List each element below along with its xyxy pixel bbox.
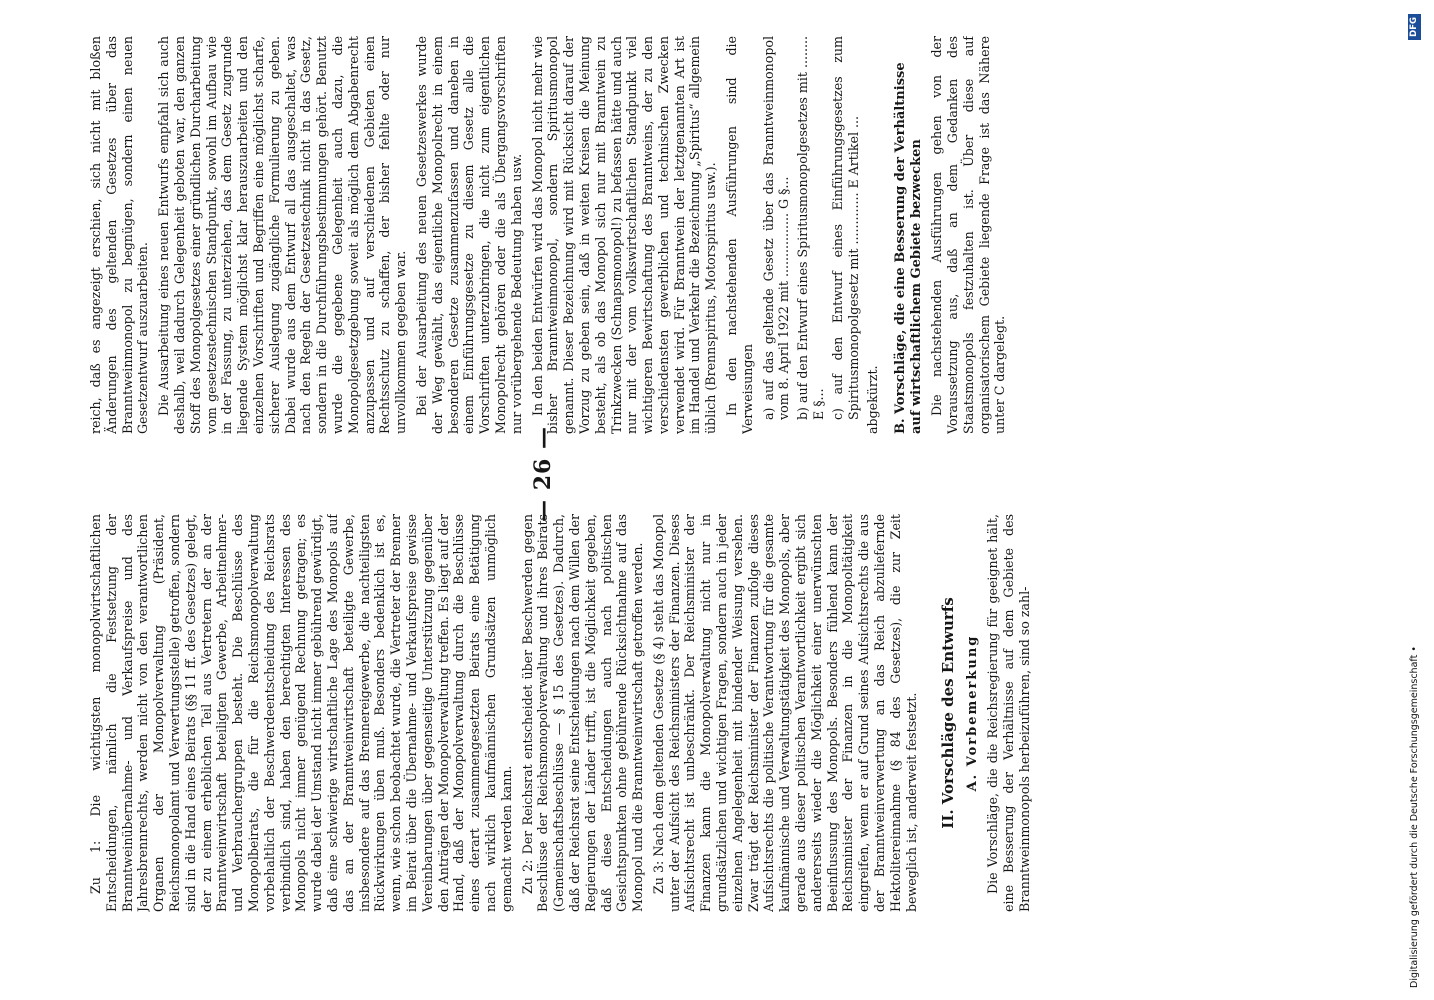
paragraph-verweisungen: In den nachstehenden Ausführungen sind die Verweisungen — [724, 36, 755, 434]
paragraph-ausarbeitung: Die Ausarbeitung eines neuen Entwurfs empfahl sich auch deshalb, weil dadurch Gelegenheit geboten war, den ganzen Stoff des Monopolgesetzes einer gründlichen Durcharbeitung vom gesetzestechnischen Standpunkt, sowohl im Aufbau wie in der Fassung, zu unterziehen, das dem Gesetz zugrunde liegende System möglichst klar herauszuarbeiten und den einzelnen Vorschriften und Begriffen eine möglichst scharfe, sicherer Auslegung zugängliche Formulierung zu geben. Dabei wurde aus dem Entwurf all das ausgeschaltet, was nach den Regeln der Gesetzestechnik nicht in das Gesetz, sondern in die Durchführungsbestimmungen gehört. Benutzt wurde die gegebene Gelegenheit auch dazu, die Monopolgesetzgebung soweit als möglich dem Abgabenrecht anzupassen und auf verschiedenen Gebieten einen Rechtsschutz zu schaffen, der bisher fehlte oder nur unvollkommen gegeben war. — [156, 36, 409, 434]
digitization-sidebar — [1404, 14, 1426, 988]
subheading-vorbemerkung: A. Vorbemerkung — [965, 634, 981, 792]
paragraph-zu-3: Zu 3: Nach dem geltenden Gesetze (§ 4) steht das Monopol unter der Aufsicht des Reichsministers der Finanzen. Dieses Aufsichtsrecht ist unbeschränkt. Der Reichsminister der Finanzen kann die Monopolverwaltung nicht nur in grundsätzlichen und wichtigen Fragen, sondern auch in jeder einzelnen Angelegenheit mit bindender Weisung versehen. Zwar trägt der Reichsminister der Finanzen zufolge dieses Aufsichtsrechts die politische Verantwortung für die gesamte kaufmännische und Verwaltungstätigkeit des Monopols, aber gerade aus dieser politischen Verantwortlichkeit ergibt sich andererseits wieder die Möglichkeit einer unerwünschten Beeinflussung des Monopols. Besonders fühlend kann der Reichsminister der Finanzen in die Monopoltätigkeit eingreifen, wenn er auf Grund seines Aufsichtsrechts die aus der Branntweinverwertung an das Reich abzuliefernde Hektolitereinnahme (§ 84 des Gesetzes), die zur Zeit beweglich ist, anderweit festsetzt. — [650, 514, 919, 912]
page-number: — 26 — — [530, 426, 556, 522]
scanned-page — [88, 36, 1304, 912]
right-column — [88, 36, 1304, 434]
paragraph-gesetzeswerk: Bei der Ausarbeitung des neuen Gesetzeswerkes wurde der Weg gewählt, das eigentliche Monopolrecht in einem besonderen Gesetze zusammenzufassen und daneben in einem Einführungsgesetze zu diesem Gesetz alle die Vorschriften unterzubringen, die nicht zum eigentlichen Monopolrecht gehören oder die als Übergangsvorschriften nur vorübergehende Bedeutung haben usw. — [413, 36, 524, 434]
reference-item-b: b) auf den Entwurf eines Spiritusmonopolgesetzes mit ........ E §... — [795, 36, 827, 420]
left-column — [88, 514, 1304, 912]
dfg-logo: DFG — [1408, 14, 1421, 40]
paragraph-voraussetzung: Die nachstehenden Ausführungen gehen von der Voraussetzung aus, daß an dem Gedanken des Staatsmonopols festzuhalten ist. Über diese auf organisatorischem Gebiete liegende Frage ist das Nähere unter C dargelegt. — [929, 36, 1008, 434]
paragraph-vorbemerkung: Die Vorschläge, die die Reichsregierung für geeignet hält, eine Besserung der Verhältnisse auf dem Gebiete des Branntweinmonopols herbeizuführen, sind so zahl- — [985, 514, 1032, 912]
digitization-watermark — [1408, 14, 1422, 988]
reference-item-a: a) auf das geltende Gesetz über das Branntweinmonopol vom 8. April 1922 mit ................ G §... — [760, 36, 792, 420]
section-b-heading: B. Vorschläge, die eine Besserung der Verhältnisse auf wirtschaftlichem Gebiete bezwecken — [893, 62, 925, 434]
section-heading: II. Vorschläge des Entwurfs — [939, 597, 958, 829]
watermark-text: Digitalisierung gefördert durch die Deutsche Forschungsgemeinschaft • — [1409, 646, 1420, 988]
reference-list — [761, 36, 862, 434]
paragraph-spiritusmonopol: In den beiden Entwürfen wird das Monopol nicht mehr wie bisher Branntweinmonopol, sondern Spiritusmonopol genannt. Dieser Bezeichnung wird mit Rücksicht darauf der Vorzug zu geben sein, daß in weiten Kreisen die Meinung besteht, als ob das Monopol sich nur mit Branntwein zu Trinkzwecken (Schnapsmonopol!) zu befassen hätte und auch nur mit der vom volkswirtschaftlichen Standpunkt viel wichtigeren Bewirtschaftung des Branntweins, der zu den verschiedensten gewerblichen und technischen Zwecken verwendet wird. Für Branntwein der letztgenannten Art ist im Handel und Verkehr die Bezeichnung „Spiritus“ allgemein üblich (Brennspiritus, Motorspiritus usw.). — [529, 36, 719, 434]
rotated-page-content — [88, 36, 1304, 912]
reference-item-c: c) auf den Entwurf eines Einführungsgesetzes zum Spiritusmonopolgesetz mit ............. E Artikel ... — [829, 36, 861, 420]
paragraph-zu-2: Zu 2: Der Reichsrat entscheidet über Beschwerden gegen Beschlüsse der Reichsmonopolverwaltung und ihres Beirats (Gemeinschaftsbeschlüsse — § 15 des Gesetzes). Dadurch, daß der Reichsrat seine Entscheidungen nach dem Willen der Regierungen der Länder trifft, ist die Möglichkeit gegeben, daß diese Entscheidungen auch nach politischen Gesichtspunkten ohne gebührende Rücksichtnahme auf das Monopol und die Branntweinwirtschaft getroffen werden. — [519, 514, 646, 912]
paragraph-zu-1: Zu 1: Die wichtigsten monopolwirtschaftlichen Entscheidungen, nämlich die Festsetzung der Branntweinübernahme- und Verkaufspreise und des Jahresbrennrechts, werden nicht von den verantwortlichen Organen der Monopolverwaltung (Präsident, Reichsmonopolamt und Verwertungsstelle) getroffen, sondern sind in die Hand eines Beirats (§§ 11 ff. des Gesetzes) gelegt, der zu einem erheblichen Teil aus Vertretern der an der Branntweinwirtschaft beteiligten Gewerbe, Arbeitnehmer- und Verbrauchergruppen besteht. Die Beschlüsse des Monopolbeirats, die für die Reichsmonopolverwaltung vorbehaltlich der Beschwerdeentscheidung des Reichsrats verbindlich sind, haben den berechtigten Interessen des Monopols nicht immer genügend Rechnung getragen; es wurde dabei der Umstand nicht immer gebührend gewürdigt, daß eine schwierige wirtschaftliche Lage des Monopols auf das an der Branntweinwirtschaft beteiligte Gewerbe, insbesondere auf das Brennereigewerbe, die nachteiligsten Rückwirkungen üben muß. Besonders bedenklich ist es, wenn, wie schon beobachtet wurde, die Vertreter der Brenner im Beirat über die Übernahme- und Verkaufspreise gewisse Vereinbarungen über gegenseitige Unterstützung gegenüber den Anträgen der Monopolverwaltung treffen. Es liegt auf der Hand, daß der Monopolverwaltung durch die Beschlüsse eines derart zusammengesetzten Beirats eine Betätigung nach wirklich kaufmännischen Grundsätzen unmöglich gemacht werden kann. — [88, 514, 514, 912]
paragraph-continuation: reich, daß es angezeigt erschien, sich nicht mit bloßen Änderungen des geltenden Gesetzes über das Branntweinmonopol zu begnügen, sondern einen neuen Gesetzentwurf auszuarbeiten. — [88, 36, 151, 434]
abbreviated-note: abgekürzt. — [865, 365, 881, 434]
